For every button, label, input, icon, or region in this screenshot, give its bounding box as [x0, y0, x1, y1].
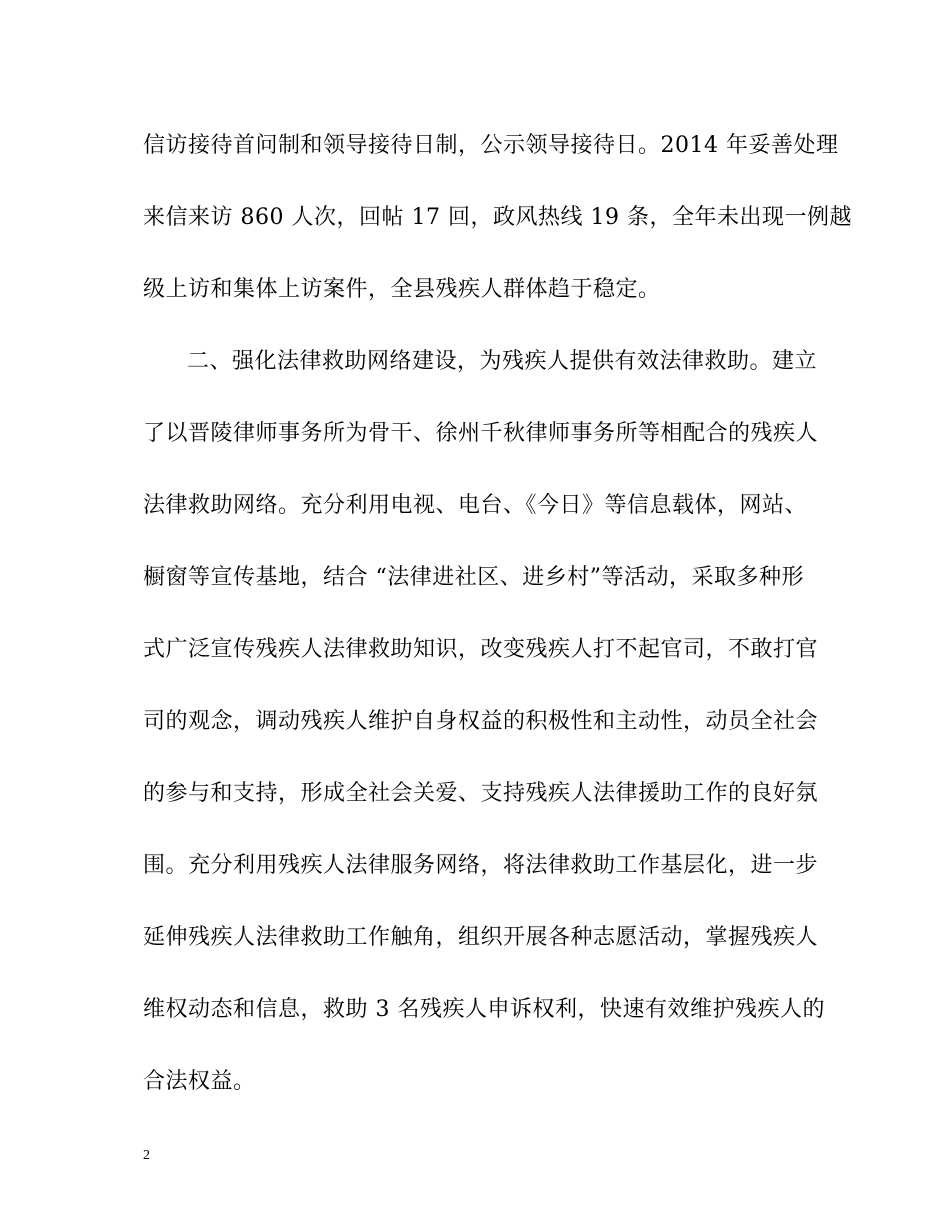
body-line-14: 合法权益。	[143, 1069, 256, 1094]
body-line-10: 的参与和支持，形成全社会关爱、支持残疾人法律援助工作的良好氛	[143, 781, 819, 806]
body-line-6: 法律救助网络。充分利用电视、电台、《今日》等信息载体，网站、	[143, 493, 808, 518]
body-line-3: 级上访和集体上访案件，全县残疾人群体趋于稳定。	[143, 277, 661, 302]
body-line-5: 了以晋陵律师事务所为骨干、徐州千秋律师事务所等相配合的残疾人	[143, 421, 819, 446]
body-line-11: 围。充分利用残疾人法律服务网络，将法律救助工作基层化，进一步	[143, 853, 819, 878]
body-line-1: 信访接待首问制和领导接待日制，公示领导接待日。2014 年妥善处理	[143, 133, 839, 158]
body-line-8: 式广泛宣传残疾人法律救助知识，改变残疾人打不起官司，不敢打官	[143, 637, 819, 662]
body-line-12: 延伸残疾人法律救助工作触角，组织开展各种志愿活动，掌握残疾人	[143, 925, 819, 950]
body-line-4: 二、强化法律救助网络建设，为残疾人提供有效法律救助。建立	[187, 349, 818, 374]
body-line-7: 橱窗等宣传基地，结合 “法律进社区、进乡村”等活动，采取多种形	[143, 565, 804, 590]
body-line-9: 司的观念，调动残疾人维护自身权益的积极性和主动性，动员全社会	[143, 709, 819, 734]
body-line-2: 来信来访 860 人次，回帖 17 回，政风热线 19 条，全年未出现一例越	[143, 205, 852, 230]
page-number: 2	[143, 1148, 150, 1163]
body-line-13: 维权动态和信息，救助 3 名残疾人申诉权利，快速有效维护残疾人的	[143, 997, 825, 1022]
